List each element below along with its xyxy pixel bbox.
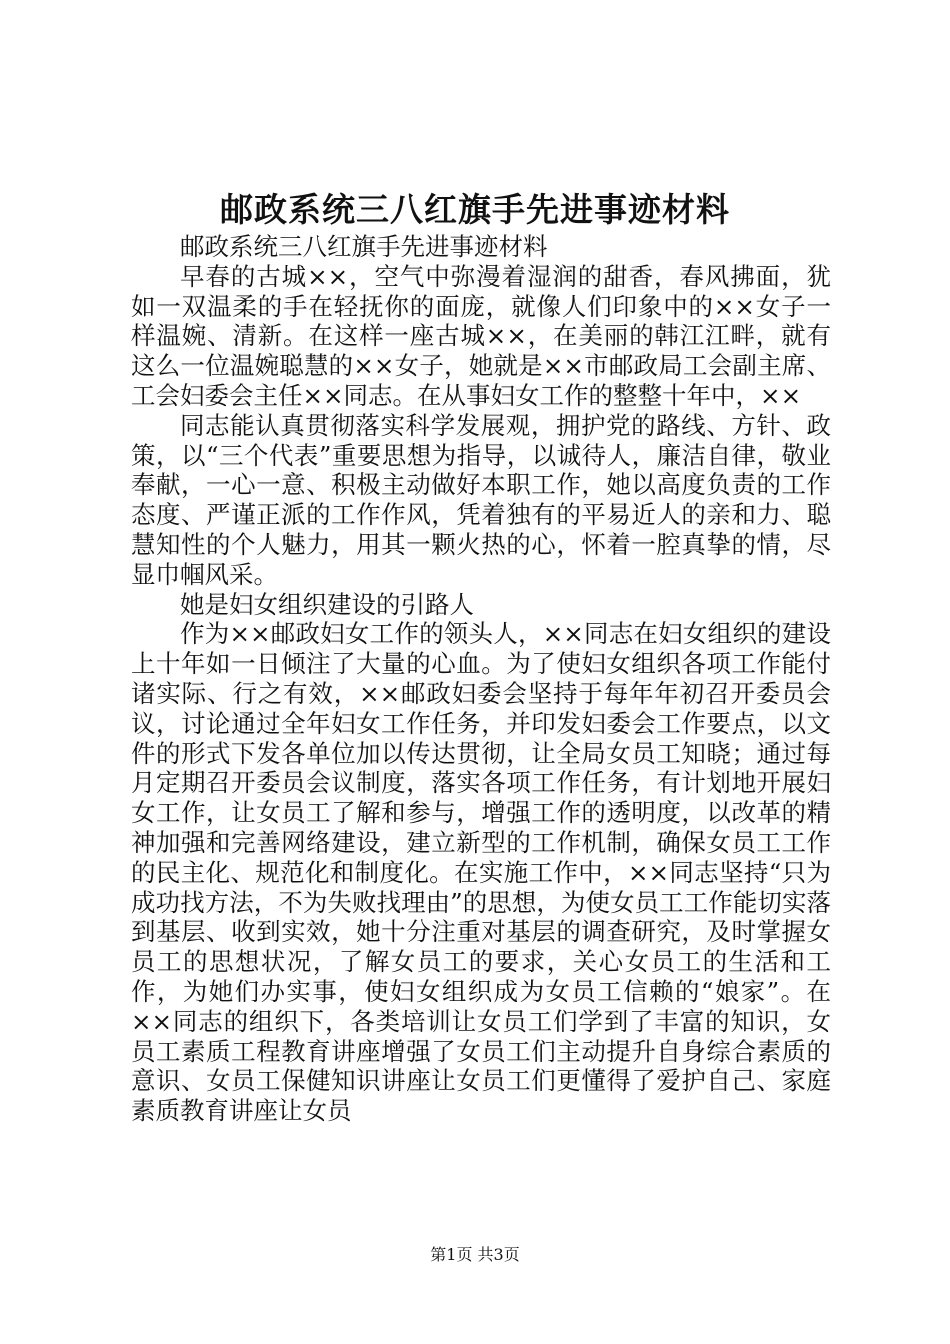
document-title: 邮政系统三八红旗手先进事迹材料 <box>220 190 730 229</box>
body-paragraph: 作为××邮政妇女工作的领头人，××同志在妇女组织的建设上十年如一日倾注了大量的心血。为了使妇女组织各项工作能付诸实际、行之有效，××邮政妇委会坚持于每年年初召开委员会议，讨论通过全年妇女工作任务，并印发妇委会工作要点，以文件的形式下发各单位加以传达贯彻，让全局女员工知晓；通过每月定期召开委员会议制度，落实各项工作任务，有计划地开展妇女工作，让女员工了解和参与，增强工作的透明度，以改革的精神加强和完善网络建设，建立新型的工作机制，确保女员工工作的民主化、规范化和制度化。在实施工作中，××同志坚持“只为成功找方法，不为失败找理由”的思想，为使女员工工作能切实落到基层、收到实效，她十分注重对基层的调查研究，及时掌握女员工的思想状况，了解女员工的要求，关心女员工的生活和工作，为她们办实事，使妇女组织成为女员工信赖的“娘家”。在××同志的组织下，各类培训让女员工们学到了丰富的知识，女员工素质工程教育讲座增强了女员工们主动提升自身综合素质的意识、女员工保健知识讲座让女员工们更懂得了爱护自己、家庭素质教育讲座让女员 <box>131 619 831 1126</box>
body-paragraph: 同志能认真贯彻落实科学发展观，拥护党的路线、方针、政策，以“三个代表”重要思想为指导，以诚待人，廉洁自律，敬业奉献，一心一意、积极主动做好本职工作，她以高度负责的工作态度、严谨正派的工作作风，凭着独有的平易近人的亲和力、聪慧知性的个人魅力，用其一颗火热的心，怀着一腔真挚的情，尽显巾帼风采。 <box>131 410 831 589</box>
document-body <box>131 232 831 1126</box>
body-paragraph: 邮政系统三八红旗手先进事迹材料 <box>180 232 548 261</box>
body-paragraph: 早春的古城××，空气中弥漫着湿润的甜香，春风拂面，犹如一双温柔的手在轻抚你的面庞，就像人们印象中的××女子一样温婉、清新。在这样一座古城××，在美丽的韩江江畔，就有这么一位温婉聪慧的××女子，她就是××市邮政局工会副主席、工会妇委会主任××同志。在从事妇女工作的整整十年中，×× <box>131 261 831 410</box>
section-heading: 她是妇女组织建设的引路人 <box>180 589 474 619</box>
page-number-footer: 第1页 共3页 <box>430 1245 520 1264</box>
